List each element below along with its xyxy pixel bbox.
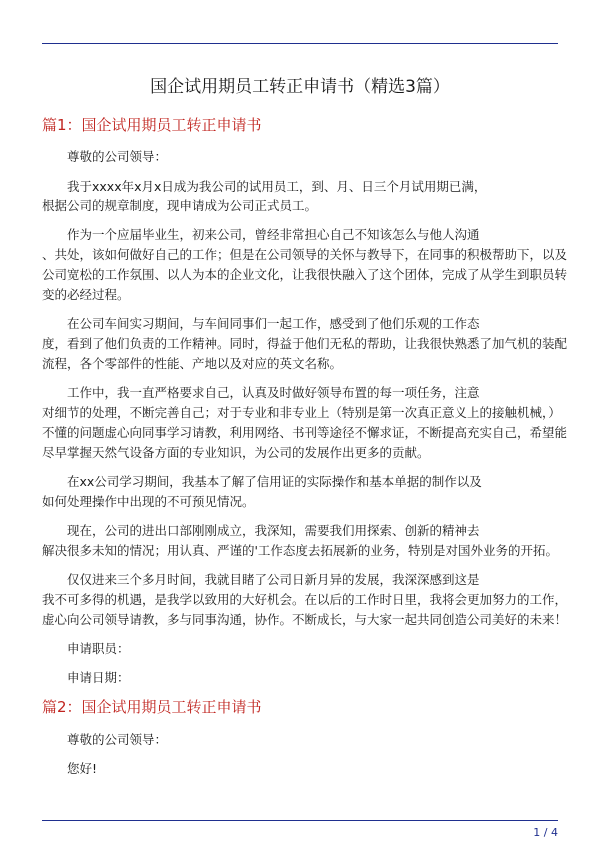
section-1-line: 现在，公司的进出口部刚刚成立，我深知，需要我们用探索、创新的精神去 bbox=[67, 523, 480, 538]
section-1-line: 流程，各个零部件的性能、产地以及对应的英文名称。 bbox=[42, 356, 343, 371]
section-1-salutation: 尊敬的公司领导： bbox=[67, 149, 168, 164]
section-1-line: 在xx公司学习期间，我基本了解了信用证的实际操作和基本单据的制作以及 bbox=[67, 474, 482, 489]
section-1-line: 如何处理操作中出现的不可预见情况。 bbox=[42, 494, 255, 509]
section-1-line: 解决很多未知的情况；用认真、严谨的'工作态度去拓展新的业务，特别是对国外业务的开拓。 bbox=[42, 543, 558, 558]
section-1-line: 我不可多得的机遇，是我学以致用的大好机会。在以后的工作时日里，我将会更加努力的工作， bbox=[42, 592, 568, 607]
section-1-line: 变的必经过程。 bbox=[42, 287, 130, 302]
applicant-label: 申请职员： bbox=[67, 641, 130, 656]
section-2-greeting: 您好! bbox=[67, 761, 98, 776]
section-1-line: 虚心向公司领导请教，多与同事沟通，协作。不断成长，与大家一起共同创造公司美好的未来！ bbox=[42, 612, 568, 627]
section-1-line: 根据公司的规章制度，现申请成为公司正式员工。 bbox=[42, 198, 318, 213]
application-date-label: 申请日期： bbox=[67, 670, 130, 685]
section-1-line: 公司宽松的工作氛围、以人为本的企业文化，让我很快融入了这个团体，完成了从学生到职员转 bbox=[42, 267, 568, 282]
document-title: 国企试用期员工转正申请书（精选3篇） bbox=[150, 77, 450, 97]
section-1-line: 尽早掌握天然气设备方面的专业知识，为公司的发展作出更多的贡献。 bbox=[42, 445, 430, 460]
section-1-line: 度，看到了他们负责的工作精神。同时，得益于他们无私的帮助，让我很快熟悉了加气机的装配 bbox=[42, 336, 568, 351]
section-1-line: 作为一个应届毕业生，初来公司，曾经非常担心自己不知该怎么与他人沟通 bbox=[67, 227, 480, 242]
footer-rule bbox=[42, 820, 558, 821]
section-1-line: 工作中，我一直严格要求自己，认真及时做好领导布置的每一项任务，注意 bbox=[67, 385, 480, 400]
section-1-line: 、共处，该如何做好自己的工作；但是在公司领导的关怀与教导下，在同事的积极帮助下，以及 bbox=[42, 247, 568, 262]
section-1-line: 我于xxxx年x月x日成为我公司的试用员工，到、月、日三个月试用期已满， bbox=[67, 179, 487, 194]
section-1-heading: 篇1：国企试用期员工转正申请书 bbox=[42, 116, 262, 134]
section-1-line: 对细节的处理，不断完善自己；对于专业和非专业上（特别是第一次真正意义上的接触机械，） bbox=[42, 405, 561, 420]
page-number: 1 / 4 bbox=[533, 826, 558, 839]
section-2-salutation: 尊敬的公司领导： bbox=[67, 732, 168, 747]
section-2-heading: 篇2：国企试用期员工转正申请书 bbox=[42, 698, 262, 716]
section-1-line: 仅仅进来三个多月时间，我就目睹了公司日新月异的发展，我深深感到这是 bbox=[67, 572, 480, 587]
section-1-line: 在公司车间实习期间，与车间同事们一起工作，感受到了他们乐观的工作态 bbox=[67, 316, 480, 331]
section-1-line: 不懂的问题虚心向同事学习请教，利用网络、书刊等途径不懈求证，不断提高充实自己，希望能 bbox=[42, 425, 568, 440]
header-rule bbox=[42, 43, 558, 44]
